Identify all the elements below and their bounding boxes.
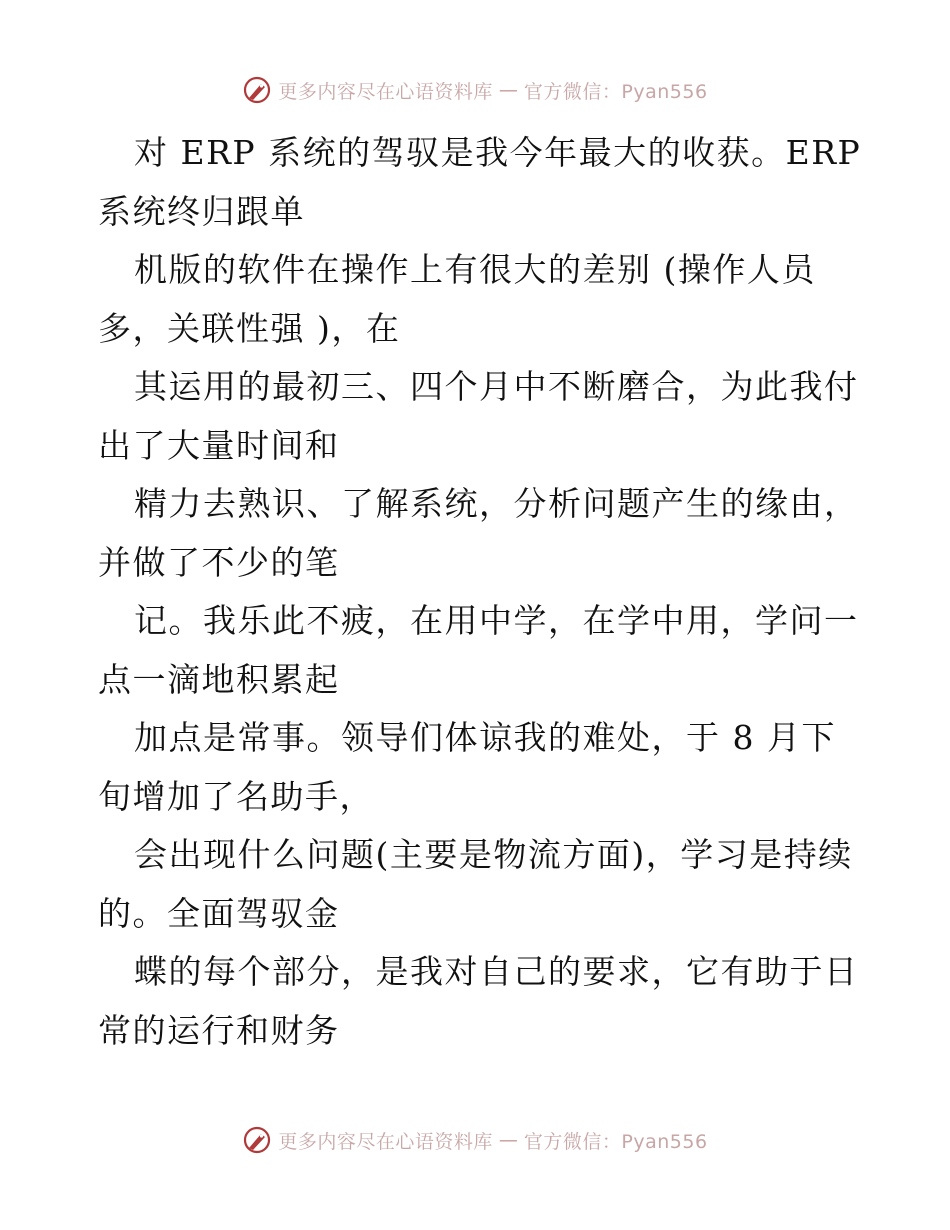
paragraph-line: 并做了不少的笔 [98, 542, 340, 582]
paragraph-line: 机版的软件在操作上有很大的差别 (操作人员 [134, 250, 816, 289]
watermark-main-text: 更多内容尽在心语资料库 [278, 1130, 493, 1153]
pen-nib-circle-icon [242, 75, 272, 105]
paragraph-line: 蝶的每个部分，是我对自己的要求，它有助于日 [134, 952, 859, 991]
paragraph-line: 记。我乐此不疲，在用中学，在学中用，学问一 [134, 601, 859, 640]
paragraph-line: 其运用的最初三、四个月中不断磨合，为此我付 [134, 367, 859, 406]
watermark-main-text: 更多内容尽在心语资料库 [278, 80, 493, 103]
paragraph-line: 点一滴地积累起 [98, 659, 340, 699]
paragraph-line: 的。全面驾驭金 [98, 893, 340, 933]
paragraph-line: 精力去熟识、了解系统，分析问题产生的缘由， [134, 484, 859, 523]
watermark-dash: — [498, 79, 518, 101]
paragraph-line: 常的运行和财务 [98, 1010, 340, 1050]
paragraph-line: 出了大量时间和 [98, 425, 340, 465]
paragraph-line: 对 ERP 系统的驾驭是我今年最大的收获。ERP [134, 133, 862, 172]
document-body [98, 124, 862, 1060]
paragraph-line: 旬增加了名助手， [98, 776, 374, 816]
watermark-suffix-text: 官方微信：Pyan556 [523, 1130, 708, 1153]
paragraph-line: 加点是常事。领导们体谅我的难处，于 8 月下 [134, 718, 836, 757]
watermark-dash: — [498, 1129, 518, 1151]
footer-watermark [0, 1122, 950, 1158]
paragraph-line: 多，关联性强 )，在 [98, 308, 401, 348]
watermark-suffix-text: 官方微信：Pyan556 [523, 80, 708, 103]
paragraph-line: 系统终归跟单 [98, 191, 305, 231]
pen-nib-circle-icon [242, 1125, 272, 1155]
header-watermark [0, 72, 950, 108]
paragraph-line: 会出现什么问题(主要是物流方面)，学习是持续 [134, 835, 853, 874]
